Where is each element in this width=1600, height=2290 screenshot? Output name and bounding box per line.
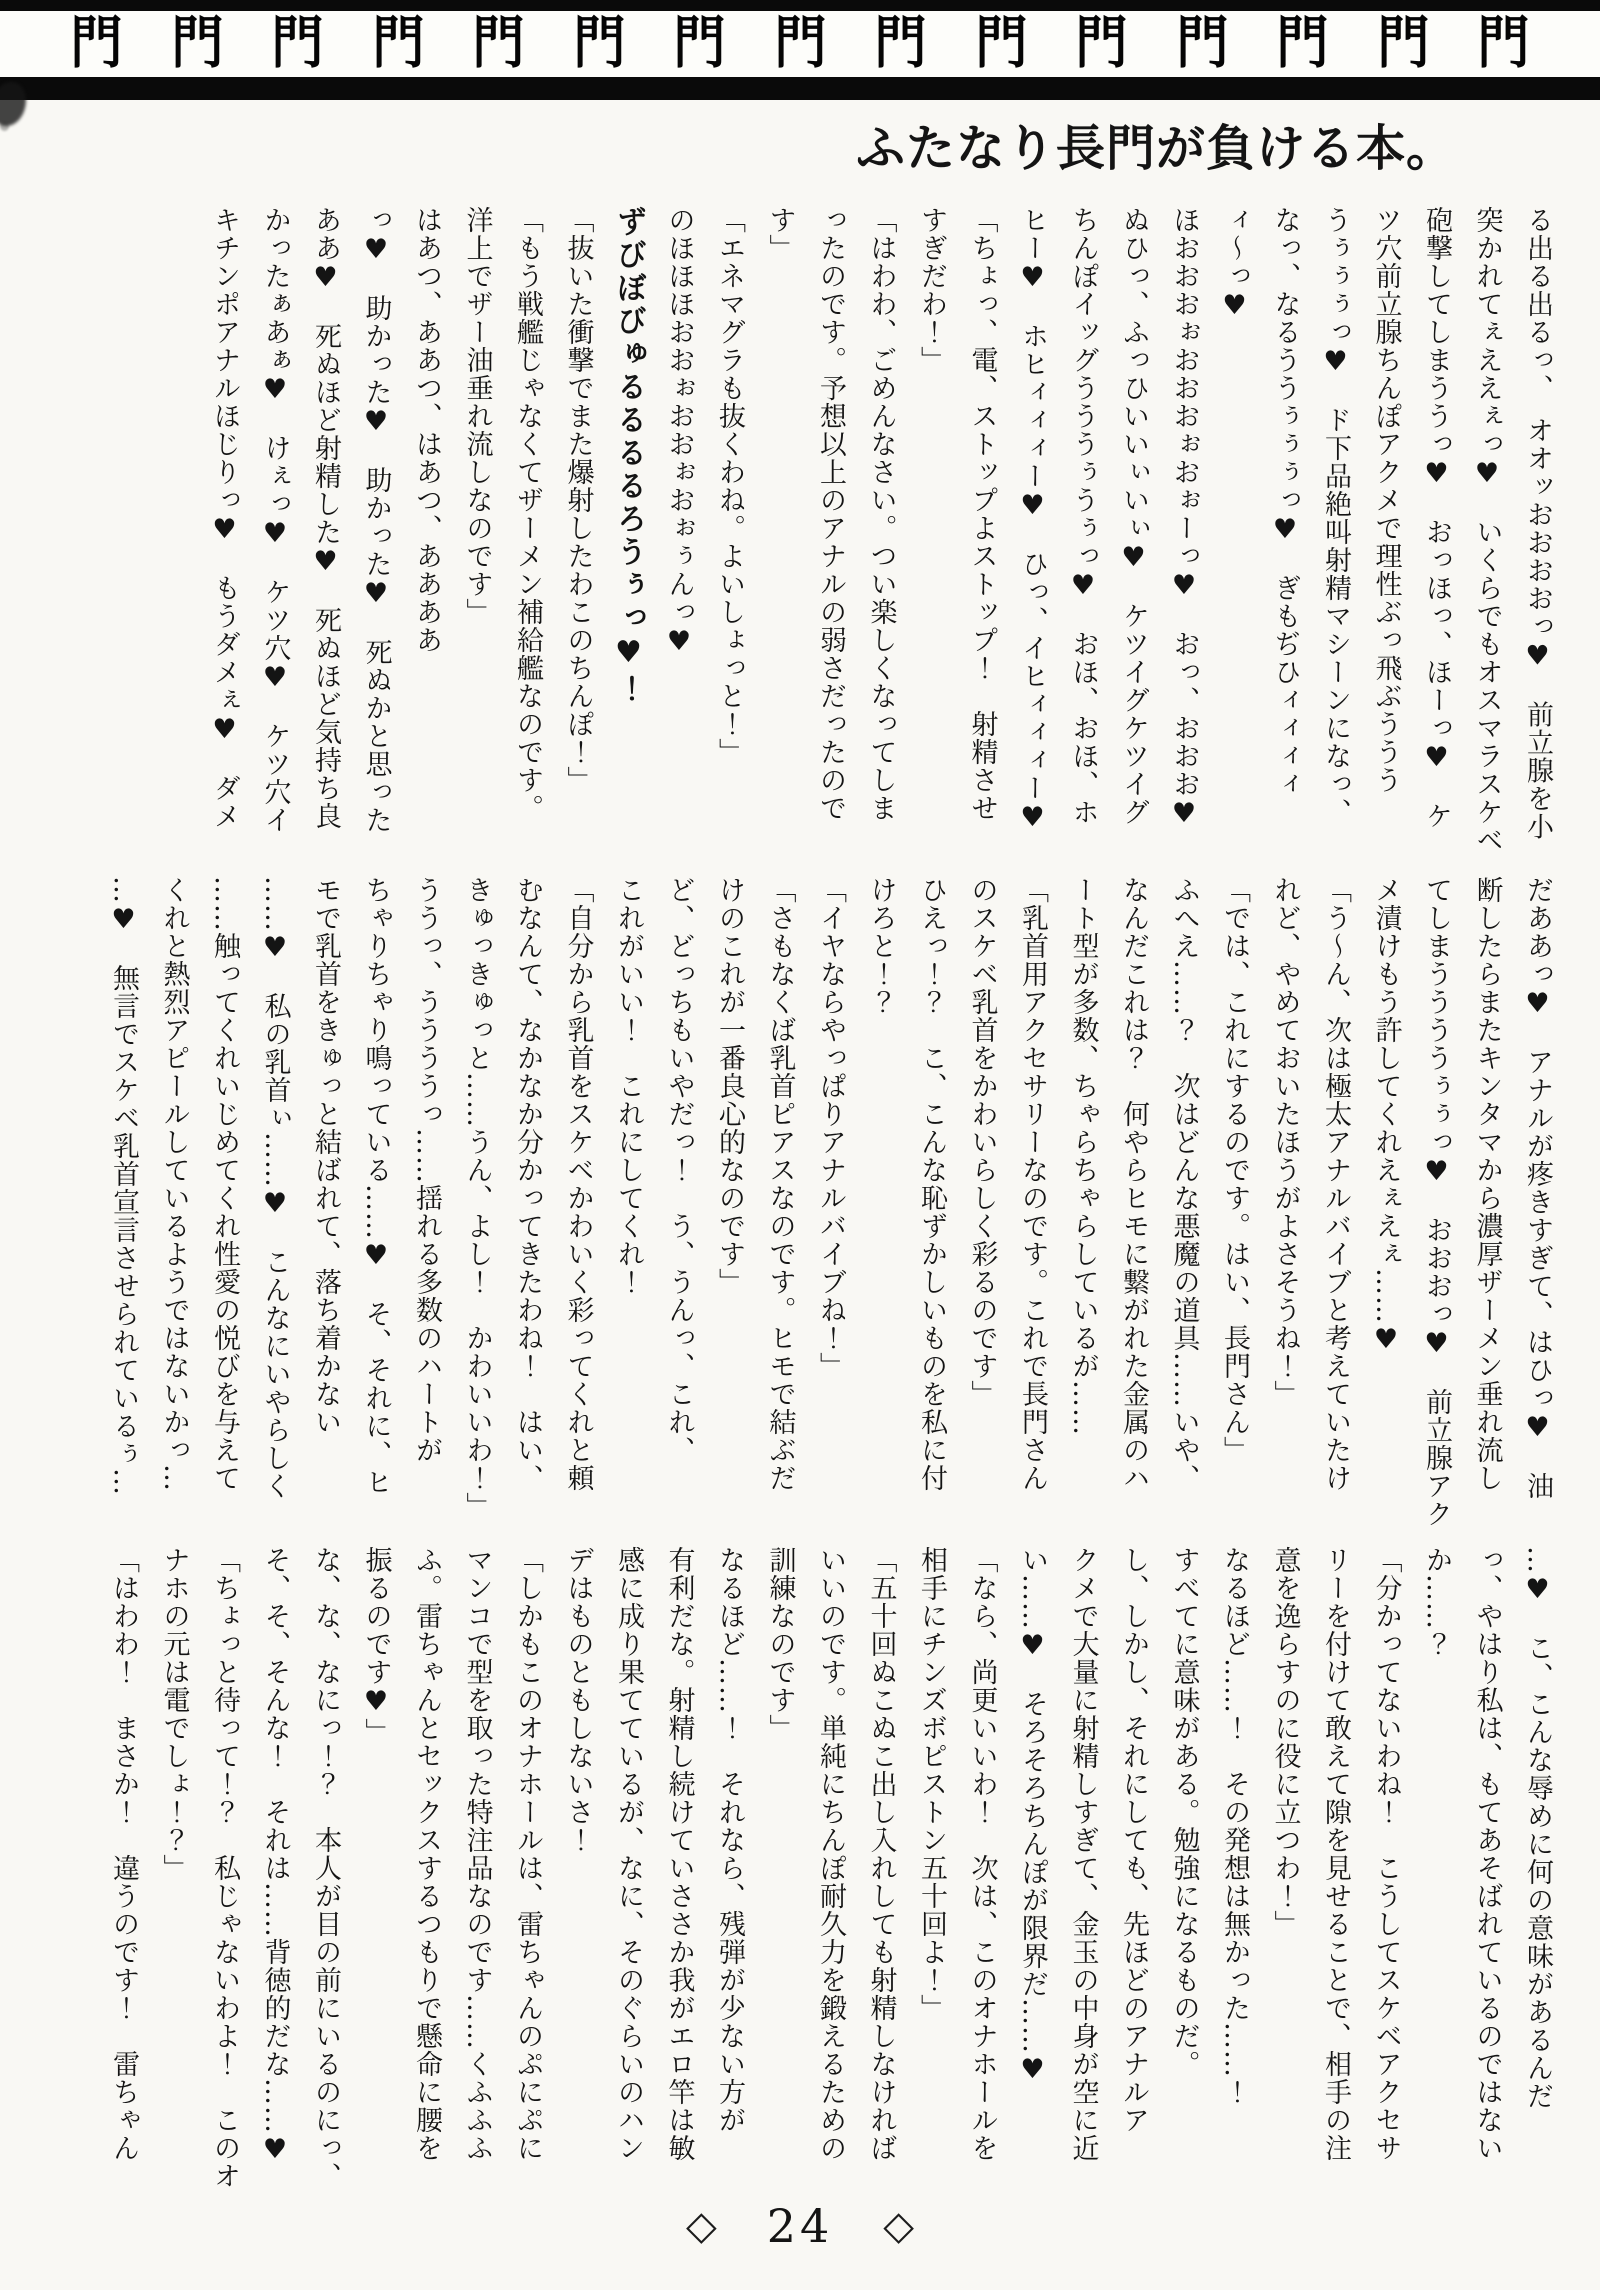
gate-kanji-glyph: 門	[1175, 10, 1229, 76]
text-column: ぬひっ、ふっひいいぃいぃ♥ ケツイグケツイグ	[1118, 206, 1149, 826]
text-column: リーを付けて敢えて隙を見せることで、相手の注	[1320, 1546, 1351, 2162]
text-column: きゅっきゅっと……うん、よし！ かわいいわ！」	[461, 876, 493, 1520]
text-column: ったのです。予想以上のアナルの弱さだったので	[815, 206, 846, 822]
text-column: 「しかもこのオナホールは、雷ちゃんのぷにぷに	[512, 1546, 543, 2162]
text-block-top	[84, 206, 1562, 882]
text-column: ……触ってくれいじめてくれ性愛の悦びを与えて	[209, 876, 240, 1492]
text-column: ちんぽイッグうううぅうぅっ♥ おほ、おほ、ホ	[1067, 206, 1099, 826]
text-column: マンコで型を取った特注品なのです……くふふふ	[461, 1546, 493, 2162]
text-column: かったぁあぁ♥ けぇっ♥ ケツ穴♥ ケツ穴イ	[259, 206, 291, 834]
text-column: ほおおおぉおおおぉおぉーっ♥ おっ、おおお♥	[1168, 206, 1200, 830]
text-column: な、な、なにっ！？ 本人が目の前にいるのにっ、	[310, 1546, 341, 2190]
text-column: モで乳首をきゅっと結ばれて、落ち着かない	[310, 876, 341, 1436]
text-column: 「では、これにするのです。はい、長門さん」	[1219, 876, 1250, 1464]
gate-kanji-glyph: 門	[1477, 10, 1530, 76]
text-column: 「もう戦艦じゃなくてザーメン補給艦なのです。	[512, 206, 543, 822]
text-column: のスケベ乳首をかわいらしく彩るのです」	[966, 876, 998, 1408]
gate-kanji-glyph: 門	[170, 10, 224, 76]
text-column: 「エネマグラも抜くわね。よいしょっと！」	[714, 206, 745, 766]
text-column: すべてに意味がある。勉強になるものだ。	[1168, 1546, 1200, 2078]
gate-kanji-glyph: 門	[1075, 10, 1128, 76]
text-column: 「ちょっと待って！？ 私じゃないわよ！ このオ	[209, 1546, 240, 2190]
scan-artifact-speck	[0, 82, 26, 126]
text-column: 「イヤならやっぱりアナルバイブね！」	[815, 876, 846, 1380]
text-column: 感に成り果てているが、なに、そのぐらいのハン	[613, 1546, 644, 2162]
text-column: 「乳首用アクセサリーなのです。これで長門さん	[1017, 876, 1048, 1492]
text-column: …♥ こ、こんな辱めに何の意味があるんだ	[1522, 1546, 1553, 2110]
text-column: ど、どっちもいやだっ！ う、うんっ、これ、	[663, 876, 695, 1464]
text-column: ナホの元は電でしょ！？」	[158, 1546, 190, 1882]
gate-kanji-glyph: 門	[1276, 10, 1329, 76]
text-column: デはものともしないさ！	[562, 1546, 594, 1854]
text-column: る出る出るっ、 オオッおおおおっ♥ 前立腺を小	[1522, 206, 1553, 841]
text-column: のほほほおおぉおおぉおぉぅんっ♥	[663, 206, 695, 658]
text-block-bottom	[84, 1546, 1562, 2222]
text-block-middle	[84, 876, 1562, 1552]
gate-kanji-glyph: 門	[773, 10, 827, 76]
text-column: 突かれてぇええぇっ♥ いくらでもオスマラスケベ	[1471, 206, 1503, 854]
text-column: 訓練なのです」	[764, 1546, 796, 1742]
page-number: 24	[766, 2199, 834, 2253]
text-column: なるほど……！ その発想は無かった……！	[1219, 1546, 1250, 2106]
text-column: なっ、なるううぅぅぅっ♥ ぎもぢひィィィィ	[1269, 206, 1301, 798]
text-column: 「なら、尚更いいわ！ 次は、このオナホールを	[966, 1546, 998, 2162]
gate-kanji-glyph: 門	[673, 10, 726, 76]
text-column: ううっ、ううううっ……揺れる多数のハートが	[411, 876, 442, 1464]
text-column: ああ♥ 死ぬほど射精した♥ 死ぬほど気持ち良	[310, 206, 341, 830]
text-column: 相手にチンズボピストン五十回よ！」	[916, 1546, 947, 2022]
text-column: 意を逸らすのに役に立つわ！」	[1269, 1546, 1301, 1938]
text-column: 「抜いた衝撃でまた爆射したわこのちんぽ！」	[562, 206, 594, 794]
text-column: 断したらまたキンタマから濃厚ザーメン垂れ流し	[1471, 876, 1503, 1492]
text-column: むなんて、なかなか分かってきたわね！ はい、	[512, 876, 543, 1492]
text-column: し、しかし、それにしても、先ほどのアナルア	[1118, 1546, 1149, 2134]
text-column: 砲撃してしまううっ♥ おっほっ、ほーっ♥ ケ	[1421, 206, 1452, 830]
text-column: ふへえ……？ 次はどんな悪魔の道具……いや、	[1168, 876, 1200, 1492]
gate-kanji-glyph: 門	[874, 10, 927, 76]
text-column: 「さもなくば乳首ピアスなのです。ヒモで結ぶだ	[764, 876, 796, 1492]
footer-diamond-right-icon: ◇	[883, 2203, 915, 2249]
text-column: っ、やはり私は、もてあそばれているのではない	[1471, 1546, 1503, 2162]
text-column: けろと！？	[865, 876, 897, 1016]
text-column: ヒー♥ ホヒィィィー♥ ひっ、イヒィィィー♥	[1017, 206, 1048, 834]
text-column: れど、やめておいたほうがよさそうね！」	[1269, 876, 1301, 1408]
gate-kanji-glyph: 門	[572, 10, 626, 76]
text-column: す」	[764, 206, 796, 262]
text-column: 「自分から乳首をスケベかわいく彩ってくれと頼	[562, 876, 594, 1492]
text-column: これがいい！ これにしてくれ！	[613, 876, 644, 1296]
text-column: てしまううううぅぅっ♥ おおおっ♥ 前立腺アク	[1421, 876, 1452, 1528]
gate-kanji-glyph: 門	[472, 10, 525, 76]
gate-kanji-glyph: 門	[70, 10, 123, 76]
page-footer	[0, 2190, 1600, 2262]
text-column: ート型が多数、ちゃらちゃらしているが……	[1067, 876, 1099, 1436]
gate-glyph-strip	[0, 11, 1600, 77]
gate-kanji-glyph: 門	[371, 10, 425, 76]
text-column: なんだこれは？ 何やらヒモに繋がれた金属のハ	[1118, 876, 1149, 1492]
text-column: なるほど……！ それなら、残弾が少ない方が	[714, 1546, 745, 2134]
text-column: ひえっ！？ こ、こんな恥ずかしいものを私に付	[916, 876, 947, 1492]
page-title: ふたなり長門が負ける本。	[856, 119, 1457, 177]
header-band	[0, 0, 1600, 100]
text-column: ィ〜っ♥	[1219, 206, 1250, 322]
gate-kanji-glyph: 門	[1376, 10, 1430, 76]
text-column: クメで大量に射精しすぎて、金玉の中身が空に近	[1067, 1546, 1099, 2162]
text-column: 「はわわ、ごめんなさい。つい楽しくなってしま	[865, 206, 897, 822]
text-column: 有利だな。射精し続けていささか我がエロ竿は敏	[663, 1546, 695, 2162]
gate-kanji-glyph: 門	[974, 10, 1028, 76]
text-column: すぎだわ！」	[916, 206, 947, 374]
text-column: いいのです。単純にちんぽ耐久力を鍛えるための	[815, 1546, 846, 2162]
text-column: 「う〜ん、次は極太アナルバイブと考えていたけ	[1320, 876, 1351, 1492]
text-column: …♥ 無言でスケベ乳首宣言させられているぅ…	[108, 876, 139, 1496]
text-column: だああっ♥ アナルが疼きすぎて、はひっ♥ 油	[1522, 876, 1553, 1500]
text-column: ずびぼびゅるるるるろうぅっ♥！	[611, 206, 646, 706]
text-column: 「五十回ぬこぬこ出し入れしても射精しなければ	[865, 1546, 897, 2162]
text-column: ……♥ 私の乳首ぃ……♥ こんなにいやらしく	[259, 876, 291, 1500]
text-column: ちゃりちゃり鳴っている……♥ そ、それに、ヒ	[360, 876, 392, 1496]
scan-artifact-speck	[0, 122, 9, 131]
text-column: 「分かってないわね！ こうしてスケベアクセサ	[1370, 1546, 1402, 2162]
text-column: 「ちょっ、電、ストップよストップ！ 射精させ	[966, 206, 998, 822]
text-column: っ♥ 助かった♥ 助かった♥ 死ぬかと思った	[360, 206, 392, 834]
text-column: 洋上でザー油垂れ流しなのです」	[461, 206, 493, 626]
text-column: メ漬けもう許してくれえぇえぇ……♥	[1370, 876, 1402, 1356]
text-column: うぅぅぅっ♥ ド下品絶叫射精マシーンになっ、	[1320, 206, 1351, 826]
text-column: い……♥ そろそろちんぽが限界だ……♥	[1017, 1546, 1048, 2086]
text-column: 振るのです♥」	[360, 1546, 392, 1746]
text-column: キチンポアナルほじりっ♥ もうダメぇ♥ ダメ	[209, 206, 240, 830]
text-column: くれと熱烈アピールしているようではないかっ…	[158, 876, 190, 1492]
gate-kanji-glyph: 門	[271, 10, 324, 76]
text-column: 「はわわ！ まさか！ 違うのです！ 雷ちゃん	[108, 1546, 139, 2162]
text-column: か……？	[1421, 1546, 1452, 1658]
text-column: けのこれが一番良心的なのです」	[714, 876, 745, 1296]
footer-diamond-left-icon: ◇	[685, 2203, 717, 2249]
text-column: そ、そ、そんな！ それは……背徳的だな……♥	[259, 1546, 291, 2166]
text-column: ツ穴前立腺ちんぽアクメで理性ぶっ飛ぶううう	[1370, 206, 1402, 794]
text-column: はあつ、ああつ、はあつ、ああああ	[411, 206, 442, 654]
text-column: ふ。雷ちゃんとセックスするつもりで懸命に腰を	[411, 1546, 442, 2162]
